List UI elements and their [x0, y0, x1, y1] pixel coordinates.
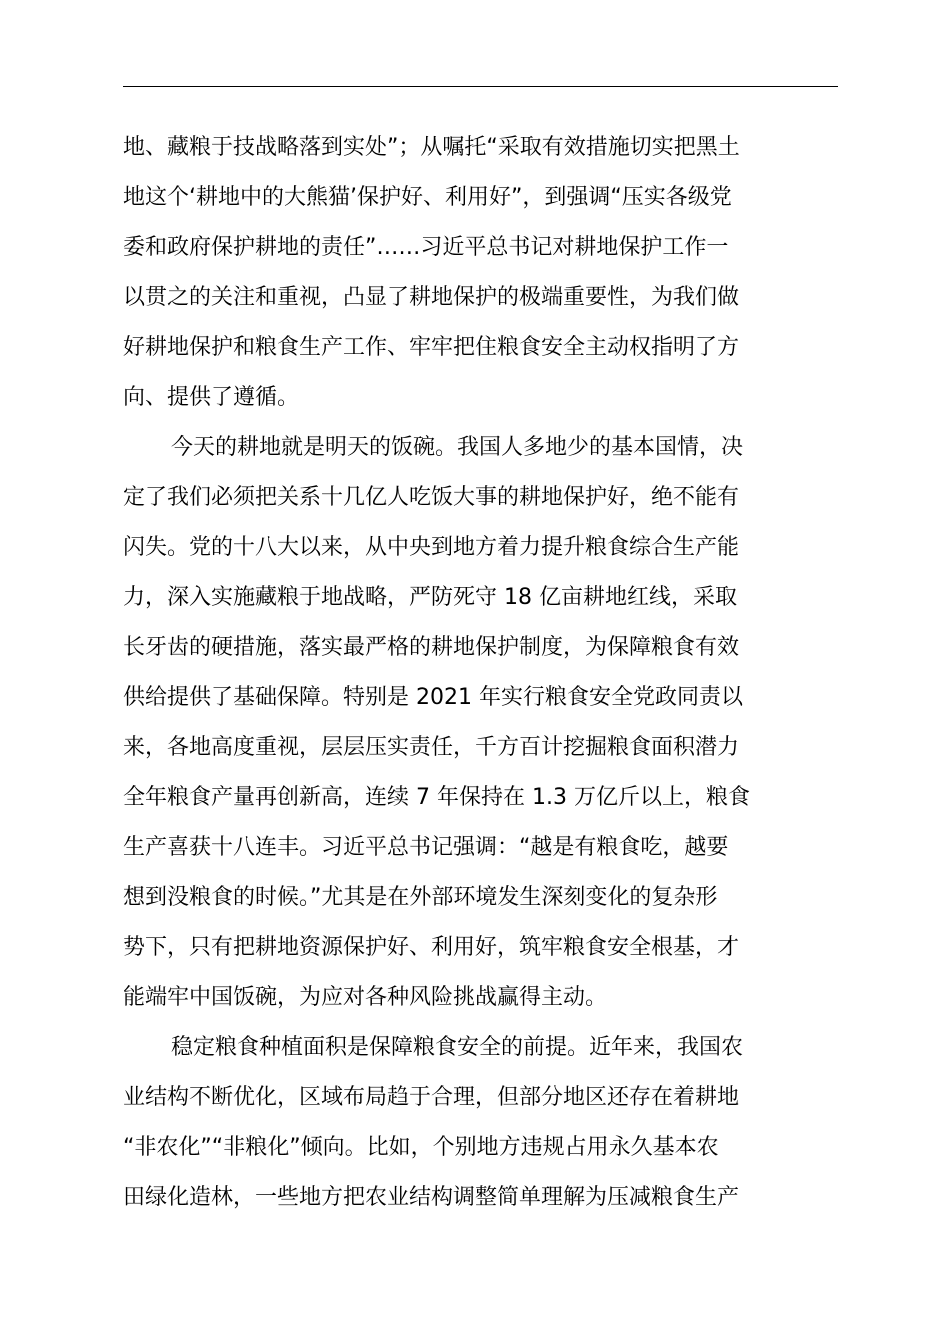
page-body: [123, 123, 838, 1223]
text-line: 力，深入实施藏粮于地战略，严防死守 18 亿亩耕地红线，采取: [123, 585, 737, 610]
text-line: 稳定粮食种植面积是保障粮食安全的前提。近年来，我国农: [171, 1035, 744, 1060]
text-line: 想到没粮食的时候。”尤其是在外部环境发生深刻变化的复杂形: [123, 885, 718, 910]
text-line: 业结构不断优化，区域布局趋于合理，但部分地区还存在着耕地: [123, 1085, 740, 1110]
header-rule: [123, 86, 838, 87]
text-line: 向、提供了遵循。: [123, 385, 300, 410]
text-line: 定了我们必须把关系十几亿人吃饭大事的耕地保护好，绝不能有: [123, 485, 740, 510]
text-line: 委和政府保护耕地的责任”……习近平总书记对耕地保护工作一: [123, 235, 729, 260]
text-line: 今天的耕地就是明天的饭碗。我国人多地少的基本国情，决: [171, 435, 744, 460]
text-line: 势下，只有把耕地资源保护好、利用好，筑牢粮食安全根基，才: [123, 935, 740, 960]
paragraph-2: [123, 423, 838, 1023]
text-line: 能端牢中国饭碗，为应对各种风险挑战赢得主动。: [123, 985, 608, 1010]
text-line: 闪失。党的十八大以来，从中央到地方着力提升粮食综合生产能: [123, 535, 740, 560]
text-line: 来，各地高度重视，层层压实责任，千方百计挖掘粮食面积潜力: [123, 735, 740, 760]
text-line: 地这个‘耕地中的大熊猫’保护好、利用好”，到强调“压实各级党: [123, 185, 732, 210]
text-line: 田绿化造林，一些地方把农业结构调整简单理解为压减粮食生产: [123, 1185, 740, 1210]
text-line: 以贯之的关注和重视，凸显了耕地保护的极端重要性，为我们做: [123, 285, 740, 310]
text-line: 长牙齿的硬措施，落实最严格的耕地保护制度，为保障粮食有效: [123, 635, 740, 660]
paragraph-3: [123, 1023, 838, 1223]
text-line: 好耕地保护和粮食生产工作、牢牢把住粮食安全主动权指明了方: [123, 335, 740, 360]
text-line: 生产喜获十八连丰。习近平总书记强调：“越是有粮食吃，越要: [123, 835, 729, 860]
text-line: 全年粮食产量再创新高，连续 7 年保持在 1.3 万亿斤以上，粮食: [123, 785, 750, 810]
text-line: 供给提供了基础保障。特别是 2021 年实行粮食安全党政同责以: [123, 685, 743, 710]
text-line: 地、藏粮于技战略落到实处”；从嘱托“采取有效措施切实把黑土: [123, 135, 740, 160]
paragraph-1: [123, 123, 838, 423]
text-line: “非农化”“非粮化”倾向。比如，个别地方违规占用永久基本农: [123, 1135, 719, 1160]
